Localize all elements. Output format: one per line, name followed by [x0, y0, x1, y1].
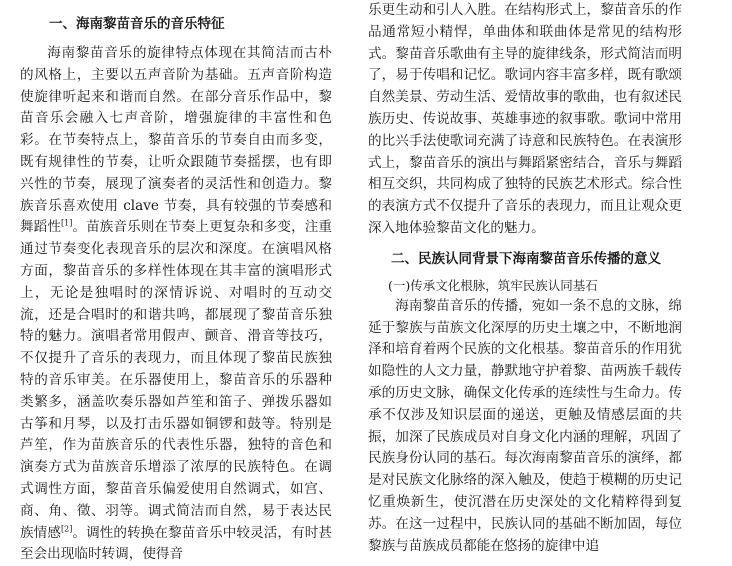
body-paragraph: 海南黎苗音乐的传播，宛如一条不息的文脉，绵延于黎族与苗族文化深厚的历史土壤之中，不断地润泽和培育着两个民族的文化根基。黎苗音乐的作用犹如隐性的人文力量，静默地守护着黎、苗两族千载传承的历史文脉，确保文化传承的连续性与生命力。传承不仅涉及知识层面的递送，更触及情感层面的共振，加深了民族成员对自身文化内涵的理解，巩固了民族身份认同的基石。每次海南黎苗音乐的演绎，都是对民族文化脉络的深入触及，使趋于模糊的历史记忆重焕新生，使沉潜在历史深处的文化精粹得到复苏。在这一过程中，民族认同的基础不断加固，每位黎族与苗族成员都能在悠扬的旋律中追: [368, 297, 682, 554]
body-paragraph: [20, 43, 332, 566]
body-paragraph-continued: 乐更生动和引人入胜。在结构形式上，黎苗音乐的作品通常短小精悍，单曲体和联曲体是常见的结构形式。黎苗音乐歌曲有主导的旋律线条，形式简洁而明了，易于传唱和记忆。歌词内容丰富多样，既有歌颂自然美景、劳动生活、爱情故事的歌曲，也有叙述民族历史、传说故事、英雄事迹的叙事歌。歌词中常用的比兴手法使歌词充满了诗意和民族特色。在表演形式上，黎苗音乐的演出与舞蹈紧密结合，音乐与舞蹈相互交织，共同构成了独特的民族艺术形式。综合性的表演方式不仅提升了音乐的表现力，而且让观众更深入地体验黎苗文化的魅力。: [368, 2, 682, 236]
right-column: [368, 0, 682, 557]
section-heading-significance: 二、民族认同背景下海南黎苗音乐传播的意义: [391, 250, 661, 267]
left-column: [20, 0, 332, 566]
section-heading-music-features: 一、海南黎苗音乐的音乐特征: [49, 16, 225, 32]
paragraph-text: 。调性的转换在黎苗音乐中较灵活，有时甚至会出现临时转调，使得音: [20, 524, 332, 563]
subsection-heading: (一)传承文化根脉，筑牢民族认同基石: [388, 277, 598, 293]
citation-ref: [2]: [61, 524, 73, 533]
paragraph-text: 。苗族音乐则在节奏上更复杂和多变，注重通过节奏变化表现音乐的层次和深度。在演唱风格方面，黎苗音乐的多样性体现在其丰富的演唱形式上，无论是独唱时的深情诉说、对唱时的互动交流，还是合唱时的和谐共鸣，都展现了黎苗音乐独特的魅力。演唱者常用假声、颤音、滑音等技巧，不仅提升了音乐的表现力，而且体现了黎苗民族独特的音乐审美。在乐器使用上，黎苗音乐的乐器种类繁多，涵盖吹奏乐器如芦笙和笛子、弹拨乐器如古筝和月琴，以及打击乐器如铜锣和鼓等。特别是芦笙，作为苗族音乐的代表性乐器，独特的音色和演奏方式为苗族音乐增添了浓厚的民族特色。在调式调性方面，黎苗音乐偏爱使用自然调式，如宫、商、角、徵、羽等。调式简洁而自然，易于表达民族情感: [20, 219, 332, 541]
citation-ref: [1]: [61, 218, 73, 228]
paragraph-text: 海南黎苗音乐的旋律特点体现在其简洁而古朴的风格上，主要以五声音阶为基础。五声音阶构造使旋律听起来和谐而自然。在部分音乐作品中，黎苗音乐会融入七声音阶，增强旋律的丰富性和色彩。在节奏特点上，黎苗音乐的节奏自由而多变，既有规律性的节奏，让听众跟随节奏摇摆，也有即兴性的节奏，展现了演奏者的灵活性和创造力。黎族音乐喜欢使用 clave 节奏，具有较强的节奏感和舞蹈性: [20, 45, 332, 236]
